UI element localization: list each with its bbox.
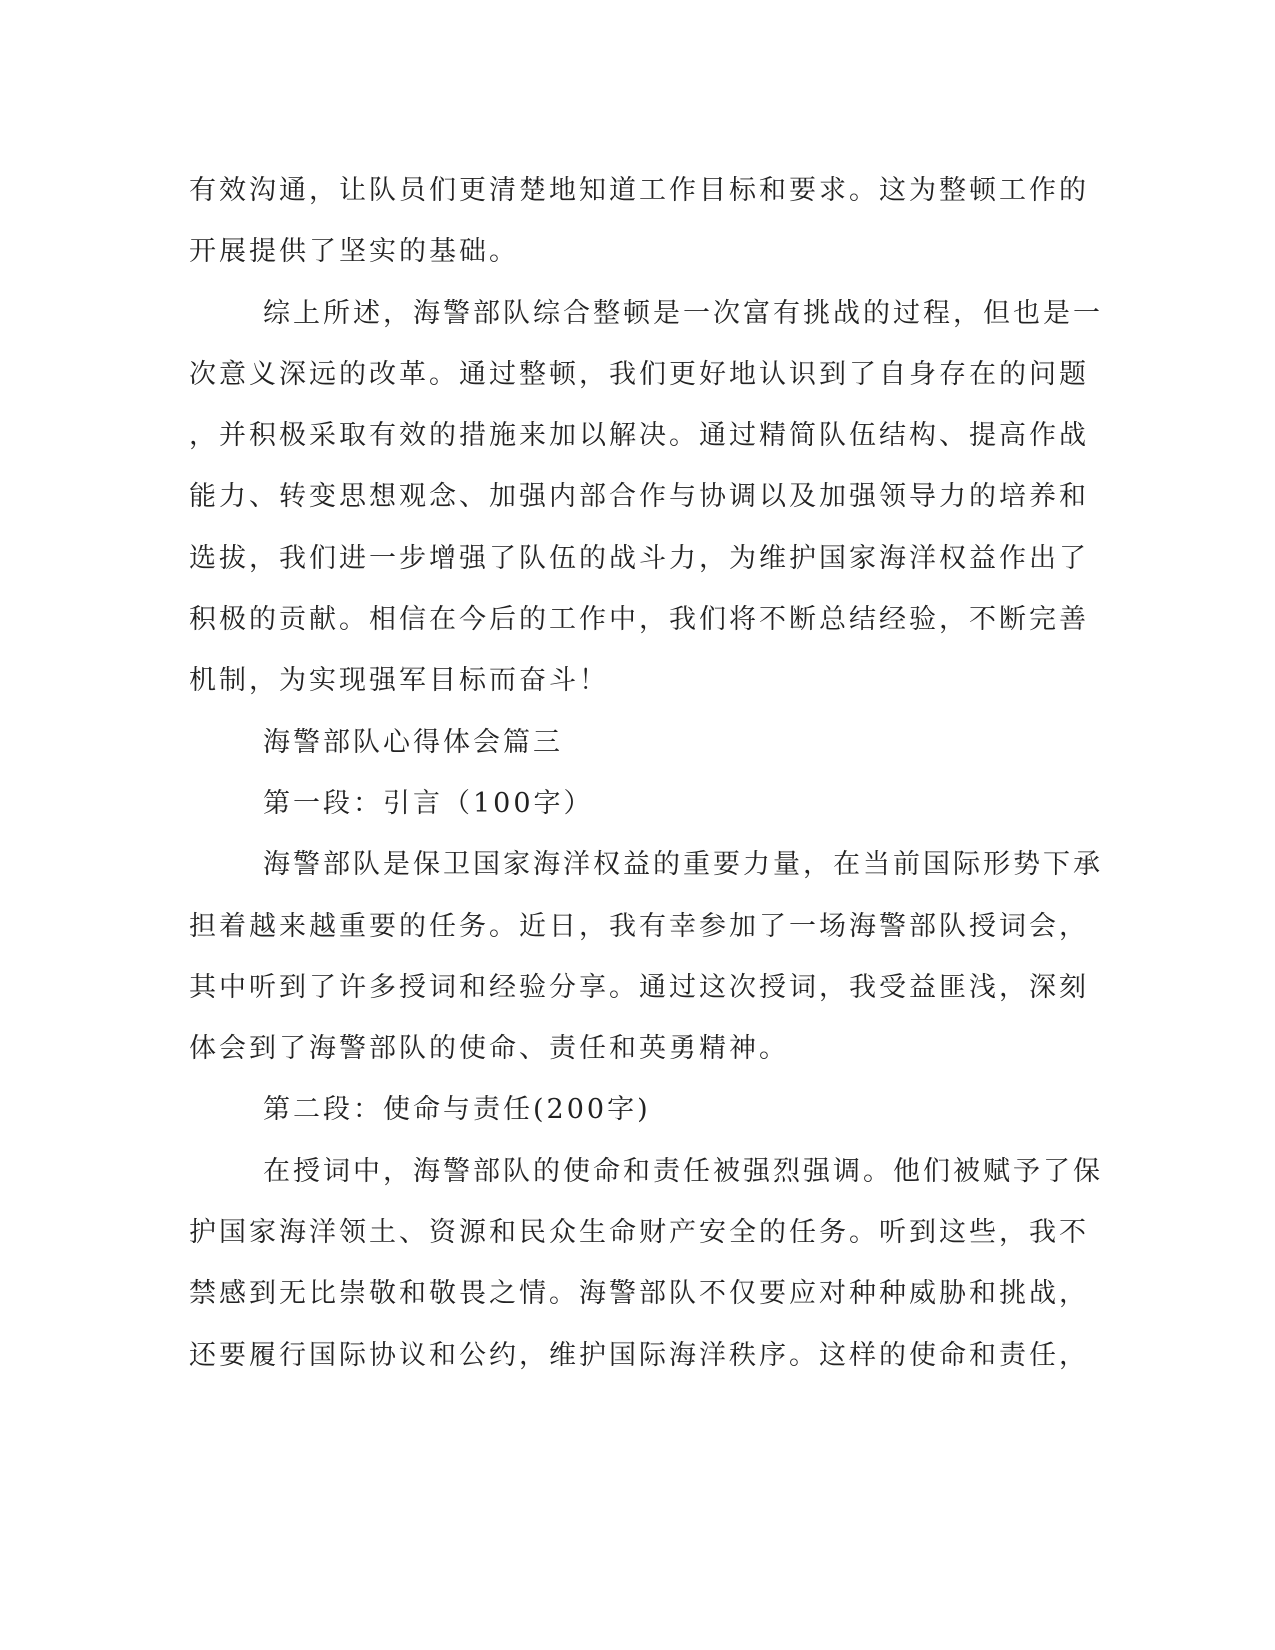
document-body <box>189 160 1103 1386</box>
paragraph-start-line: 综上所述，海警部队综合整顿是一次富有挑战的过程，但也是一 <box>263 297 1103 329</box>
text-line: 机制，为实现强军目标而奋斗！ <box>189 665 609 697</box>
text-line: 开展提供了坚实的基础。 <box>189 236 519 268</box>
text-line: 能力、转变思想观念、加强内部合作与协调以及加强领导力的培养和 <box>189 481 1089 513</box>
section-title: 海警部队心得体会篇三 <box>263 726 563 758</box>
paragraph-start-line: 海警部队是保卫国家海洋权益的重要力量，在当前国际形势下承 <box>263 849 1103 881</box>
text-line: 其中听到了许多授词和经验分享。通过这次授词，我受益匪浅，深刻 <box>189 971 1089 1003</box>
paragraph-start-line: 在授词中，海警部队的使命和责任被强烈强调。他们被赋予了保 <box>263 1155 1103 1187</box>
text-line: 禁感到无比崇敬和敬畏之情。海警部队不仅要应对种种威胁和挑战， <box>189 1278 1089 1310</box>
section-heading: 第一段：引言（100字） <box>263 787 594 819</box>
text-line: 有效沟通，让队员们更清楚地知道工作目标和要求。这为整顿工作的 <box>189 175 1089 206</box>
text-line: 积极的贡献。相信在今后的工作中，我们将不断总结经验，不断完善 <box>189 604 1089 636</box>
text-line: 选拔，我们进一步增强了队伍的战斗力，为维护国家海洋权益作出了 <box>189 542 1089 574</box>
text-line: 次意义深远的改革。通过整顿，我们更好地认识到了自身存在的问题 <box>189 358 1089 390</box>
text-line: 体会到了海警部队的使命、责任和英勇精神。 <box>189 1033 789 1065</box>
text-line: 护国家海洋领土、资源和民众生命财产安全的任务。听到这些，我不 <box>189 1217 1089 1249</box>
text-line: 还要履行国际协议和公约，维护国际海洋秩序。这样的使命和责任， <box>189 1339 1089 1371</box>
text-line: ，并积极采取有效的措施来加以解决。通过精简队伍结构、提高作战 <box>189 420 1089 452</box>
section-heading: 第二段：使命与责任(200字) <box>263 1094 651 1126</box>
text-line: 担着越来越重要的任务。近日，我有幸参加了一场海警部队授词会， <box>189 910 1089 942</box>
